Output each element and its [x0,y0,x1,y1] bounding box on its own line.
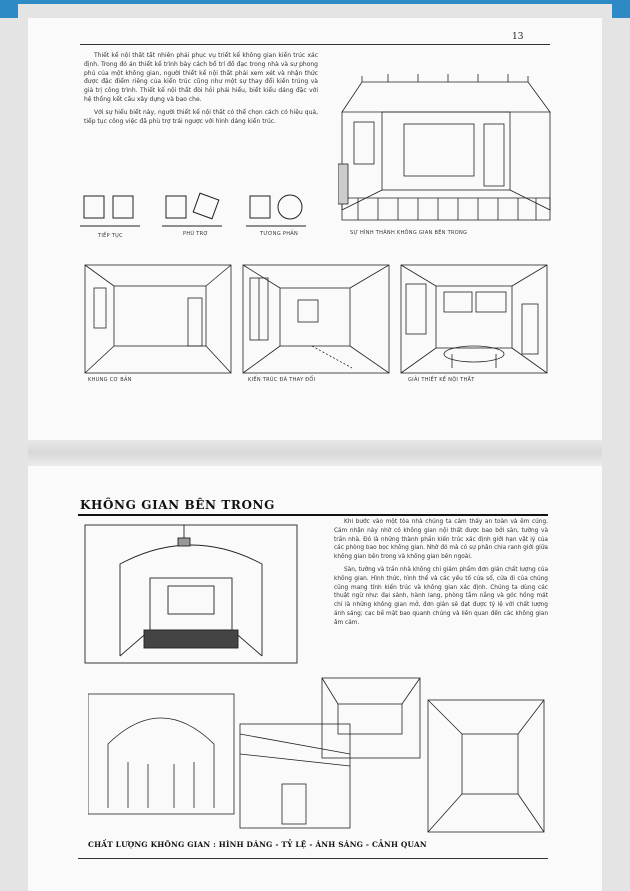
diagram-label-support: PHÙ TRỢ [183,231,209,237]
diagram-circle [278,195,302,219]
header-rule [80,44,550,45]
viewer-top-bar [0,0,630,4]
viewer-corner-left [0,0,18,18]
caption-basic-frame: KHUNG CƠ BẢN [88,377,132,383]
intro-paragraph-2: Với sự hiểu biết này, người thiết kế nội thất có thể chọn cách có hiệu quả, tiếp tục công việc đã phù trợ trái ngược với hình dáng kiến trúc. [84,108,318,125]
diagram-square [113,196,133,218]
diagram-square [84,196,104,218]
body-paragraph-1: Khi bước vào một tòa nhà chúng ta cảm thấy an toàn và êm cúng. Cảm nhận này nhờ có không gian nội thất được bao bởi sàn, tường và trần nhà. Đó là những thành phần kiến trúc xác định giới hạn vật lý của các phòng bao bọc không gian. Nhờ đó mà có sự phân chia ranh giới giữa không gian bên trong và không gian bên ngoài. [334,519,548,561]
diagram-label-contrast: TƯƠNG PHẢN [260,231,299,237]
diagram-square [250,196,270,218]
arched-room-sketch [84,524,298,664]
spatial-quality-sketches [88,674,548,836]
title-rule [78,514,548,516]
caption-interior-design: GIẢI THIẾT KẾ NỘI THẤT [408,377,475,383]
diagram-rotated-square [193,193,219,219]
section-title: KHÔNG GIAN BÊN TRONG [80,498,275,512]
bottom-title: CHẤT LƯỢNG KHÔNG GIAN : HÌNH DÁNG - TỶ LỆ - ÁNH SÁNG - CẢNH QUAN [88,840,427,849]
body-text [334,518,548,632]
basic-frame-sketch [84,264,232,374]
interior-formation-sketch [338,72,552,230]
body-paragraph-2: Sàn, tường và trần nhà không chỉ giám phẩm đơn giản chất lượng của không gian. Hình thức, hình thể và các yếu tố cửa sổ, cửa đi của chúng cũng mang tính kiến trúc và không gian xác định. Chúng ta dùng các thuật ngữ như: đại sảnh, hành lang, phòng tắm nắng và góc hồng mát chỉ là những không gian mở, đơn giản sẽ đạt được tỷ lệ với chất lượng ánh sáng; cac bề mặt bao quanh chúng và liên quan đến các không gian âm cảm. [334,566,548,626]
intro-text [84,52,318,130]
diagram-square [166,196,186,218]
changed-architecture-sketch [242,264,390,374]
diagram-label-continue: TIẾP TỤC [98,233,123,239]
page-number: 13 [512,32,524,42]
viewer-corner-right [612,0,630,18]
caption-interior-formation: SỰ HÌNH THÀNH KHÔNG GIAN BÊN TRONG [350,230,468,236]
page-gap [28,440,602,466]
interior-design-sketch [400,264,548,374]
bottom-rule [78,858,548,859]
intro-paragraph-1: Thiết kế nội thất tất nhiên phải phục vụ triết kế không gian kiến trúc xác định. Trong đó ản thiết kế trình bày cách bố trí đồ đạc trong nhà và sự phong phú của một không gian, người thiết kế nội thất phải xem xét và nhận thức được đặc điểm riêng của kiến trúc cũng như một sự thay đổi kiến trúng và giả trị công trình. Thiết kế nội thất đòi hỏi phải hiểu, biết kiểu dáng đặc với hệ thống kết cấu xây dựng và bao che. [84,52,318,103]
caption-changed-architecture: KIẾN TRÚC ĐÃ THAY ĐỔI [248,377,316,383]
